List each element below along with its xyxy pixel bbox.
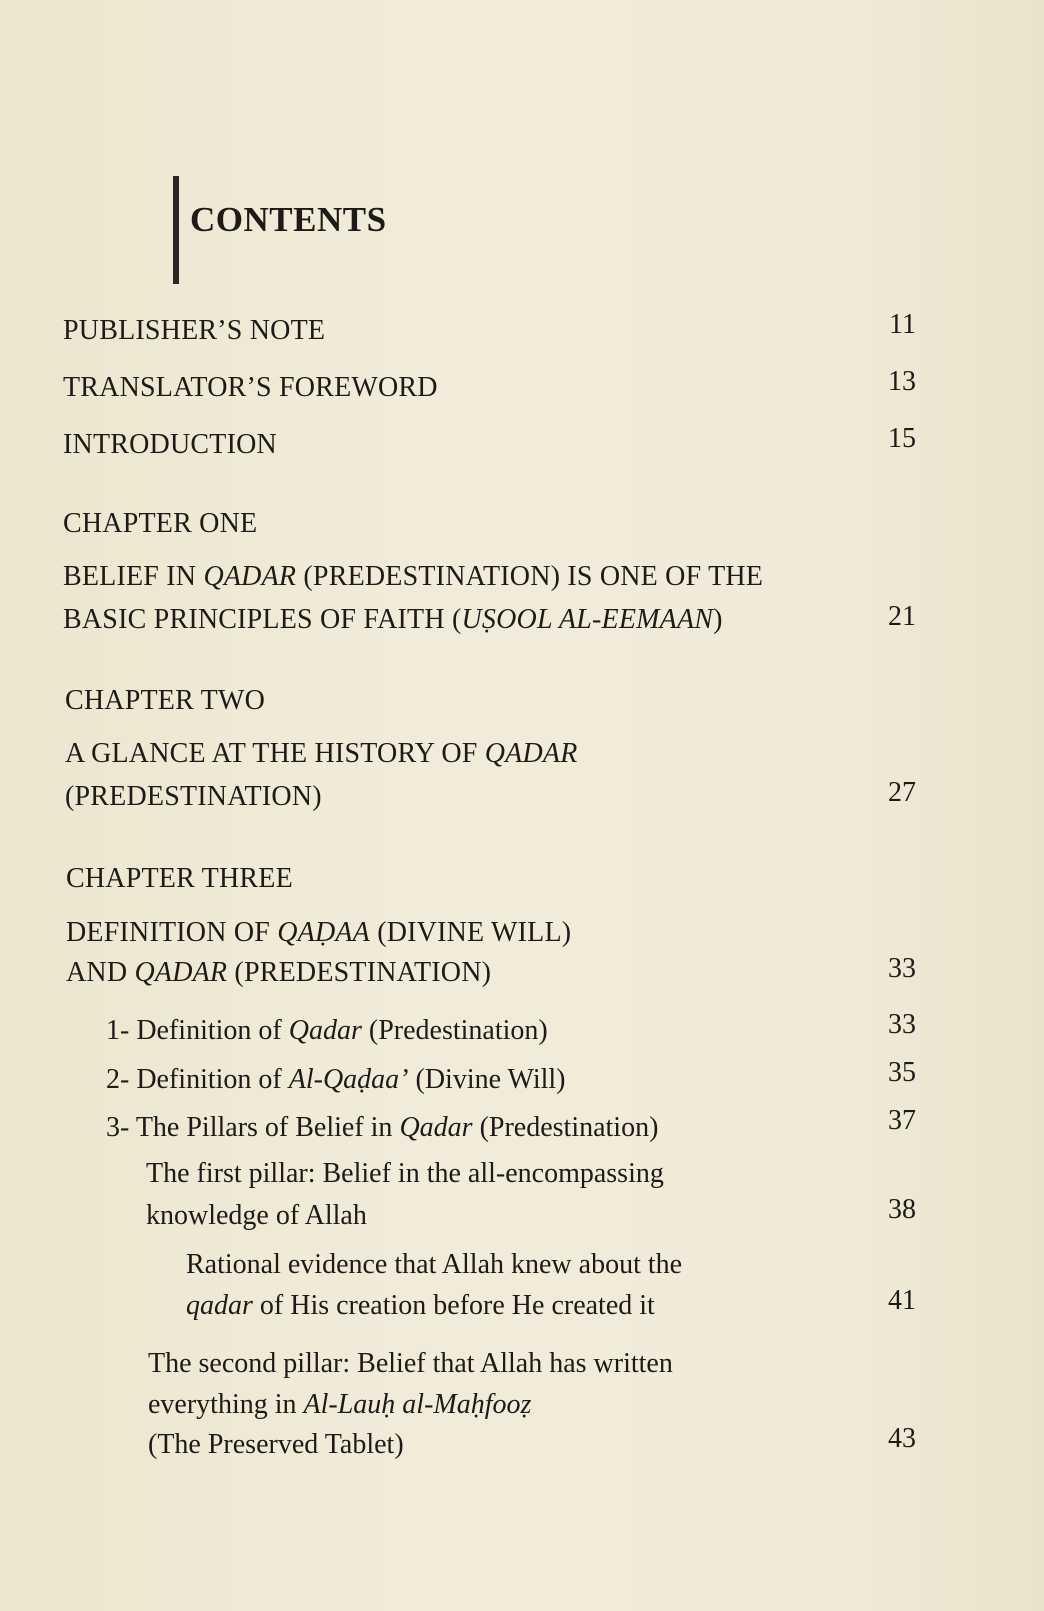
title-text: everything in bbox=[148, 1389, 304, 1420]
toc-entry-chapter-two[interactable] bbox=[65, 733, 578, 774]
title-text: AND bbox=[66, 957, 135, 988]
toc-entry-definition-qadaa[interactable] bbox=[106, 1059, 566, 1100]
title-text: A GLANCE AT THE HISTORY OF bbox=[65, 738, 485, 769]
toc-entry-chapter-one-line2[interactable] bbox=[63, 599, 723, 640]
title-text: of His creation before He created it bbox=[252, 1290, 655, 1321]
title-text: ) bbox=[713, 604, 723, 635]
page-number: 35 bbox=[888, 1057, 916, 1088]
toc-entry-rational-evidence[interactable]: Rational evidence that Allah knew about the bbox=[186, 1249, 683, 1280]
toc-entry-chapter-three-line2[interactable] bbox=[66, 952, 491, 993]
title-text: BASIC PRINCIPLES OF FAITH ( bbox=[63, 604, 462, 635]
page-number: 38 bbox=[888, 1194, 916, 1225]
toc-entry-chapter-two-line2[interactable]: (PREDESTINATION) bbox=[65, 781, 322, 812]
title-text: (Predestination) bbox=[472, 1112, 659, 1143]
chapter-label: CHAPTER THREE bbox=[66, 863, 293, 894]
toc-entry-chapter-three[interactable] bbox=[66, 912, 571, 953]
toc-entry-translators-foreword[interactable]: TRANSLATOR’S FOREWORD bbox=[63, 372, 438, 403]
title-italic: Qadar bbox=[399, 1112, 473, 1143]
toc-entry-rational-evidence-line2[interactable] bbox=[186, 1285, 655, 1326]
title-text: (Divine Will) bbox=[408, 1064, 566, 1095]
page-number: 21 bbox=[888, 601, 916, 632]
title-text: (DIVINE WILL) bbox=[370, 917, 572, 948]
toc-entry-second-pillar[interactable]: The second pillar: Belief that Allah has written bbox=[148, 1348, 673, 1379]
title-text: BELIEF IN bbox=[63, 561, 204, 592]
toc-entry-publishers-note[interactable]: PUBLISHER’S NOTE bbox=[63, 315, 326, 346]
title-italic: QADAR bbox=[134, 957, 228, 988]
title-italic: QAḌAA bbox=[277, 917, 370, 948]
title-italic: Qadar bbox=[288, 1015, 362, 1046]
title-text: 2- Definition of bbox=[106, 1064, 289, 1095]
toc-entry-chapter-one[interactable] bbox=[63, 556, 763, 597]
toc-entry-first-pillar-line2[interactable]: knowledge of Allah bbox=[146, 1200, 367, 1231]
chapter-label: CHAPTER TWO bbox=[65, 685, 266, 716]
page-number: 33 bbox=[888, 1009, 916, 1040]
title-text: 3- The Pillars of Belief in bbox=[106, 1112, 400, 1143]
toc-entry-first-pillar[interactable]: The first pillar: Belief in the all-encompassing bbox=[146, 1158, 664, 1189]
page-number: 43 bbox=[888, 1423, 916, 1454]
toc-entry-pillars[interactable] bbox=[106, 1107, 658, 1148]
title-italic: Al-Lauḥ al-Maḥfooẓ bbox=[303, 1389, 532, 1420]
title-italic: Al-Qaḍaa’ bbox=[288, 1064, 409, 1095]
page-number: 11 bbox=[889, 309, 916, 340]
title-text: 1- Definition of bbox=[106, 1015, 289, 1046]
chapter-label: CHAPTER ONE bbox=[63, 508, 258, 539]
page-number: 15 bbox=[888, 423, 916, 454]
page-number: 27 bbox=[888, 777, 916, 808]
page-number: 41 bbox=[888, 1285, 916, 1316]
title-italic: QADAR bbox=[484, 738, 578, 769]
title-text: DEFINITION OF bbox=[66, 917, 278, 948]
title-text: (PREDESTINATION) IS ONE OF THE bbox=[296, 561, 764, 592]
page-title: CONTENTS bbox=[190, 200, 387, 239]
page-number: 33 bbox=[888, 953, 916, 984]
page-number: 37 bbox=[888, 1105, 916, 1136]
toc-entry-second-pillar-line2[interactable] bbox=[148, 1384, 531, 1425]
title-italic: qadar bbox=[186, 1290, 253, 1321]
title-italic: UṢOOL AL-EEMAAN bbox=[461, 604, 714, 635]
toc-entry-second-pillar-line3[interactable]: (The Preserved Tablet) bbox=[148, 1429, 404, 1460]
page-number: 13 bbox=[888, 366, 916, 397]
toc-entry-definition-qadar[interactable] bbox=[106, 1010, 548, 1051]
title-text: (PREDESTINATION) bbox=[227, 957, 492, 988]
title-text: (Predestination) bbox=[361, 1015, 548, 1046]
toc-entry-introduction[interactable]: INTRODUCTION bbox=[63, 429, 277, 460]
title-italic: QADAR bbox=[203, 561, 297, 592]
heading-rule bbox=[173, 176, 179, 284]
